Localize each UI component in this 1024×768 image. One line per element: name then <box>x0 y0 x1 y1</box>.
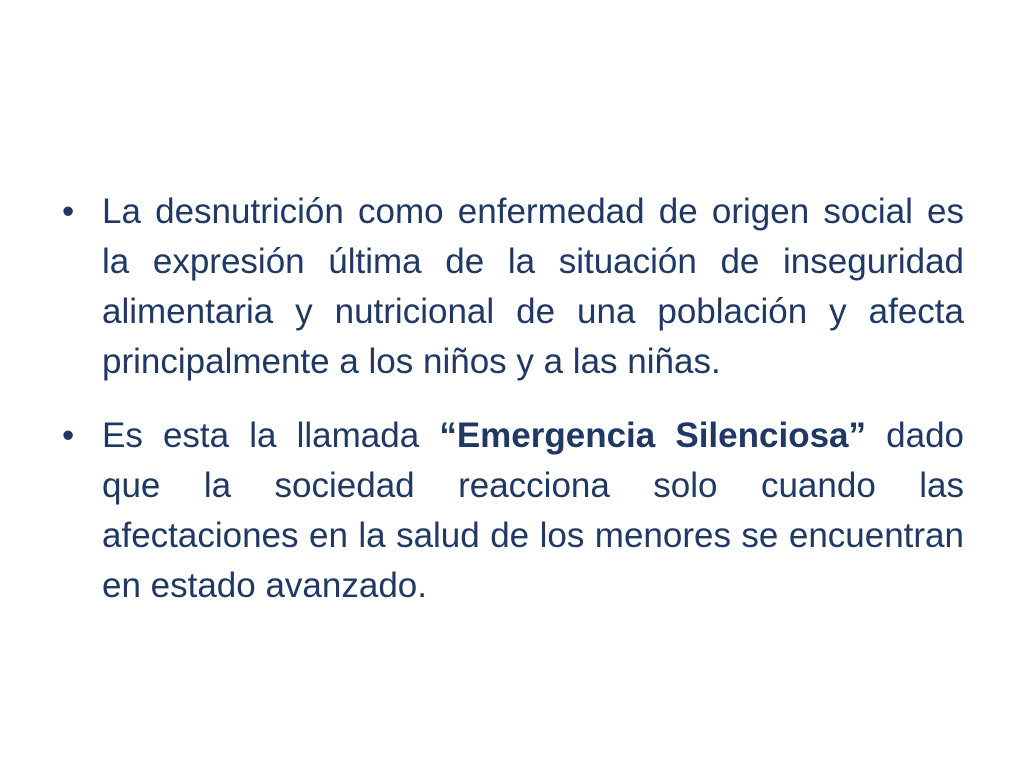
bullet-list <box>62 187 964 635</box>
bullet-icon: • <box>62 416 75 455</box>
bullet-text-after: dado que la sociedad reacciona solo cuando las afectaciones en la salud de los menores se encuentran en estado avanzado. <box>102 416 964 605</box>
bullet-icon: • <box>62 192 75 231</box>
bullet-item-desnutricion <box>62 187 964 387</box>
bullet-text-before: Es esta la llamada <box>102 416 440 455</box>
bullet-text-emphasis: “Emergencia Silenciosa” <box>439 416 867 455</box>
bullet-item-emergencia <box>62 411 964 611</box>
bullet-text: La desnutrición como enfermedad de origen social es la expresión última de la situación de inseguridad alimentaria y nutricional de una población y afecta principalmente a los niños y a las niñas. <box>102 192 964 381</box>
